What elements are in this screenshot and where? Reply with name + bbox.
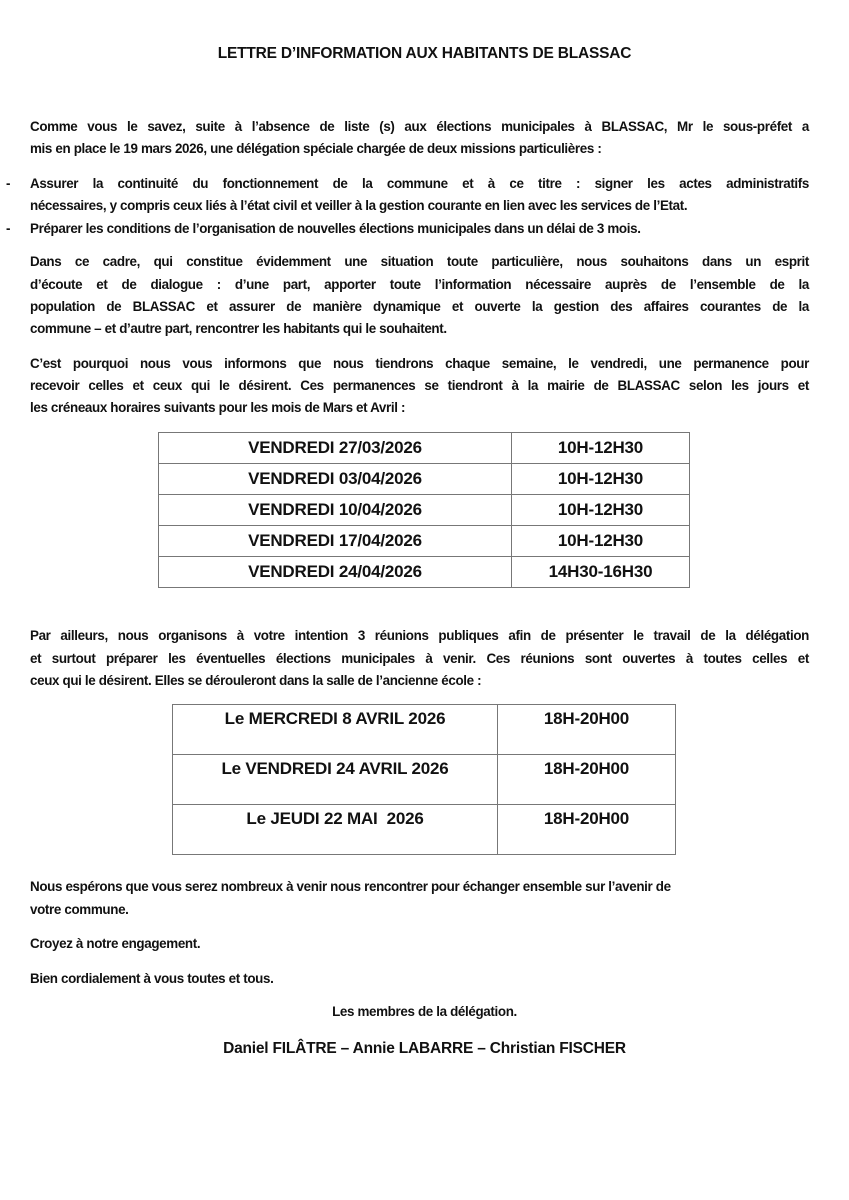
table-row: [173, 755, 676, 805]
mission-line: Préparer les conditions de l’organisation de nouvelles élections municipales dans un délai de 3 mois.: [30, 221, 641, 236]
meetings-intro-line: ceux qui le désirent. Elles se dérouleront dans la salle de l’ancienne école :: [30, 673, 482, 688]
context-line: Dans ce cadre, qui constitue évidemment une situation toute particulière, nous souhaitons dans un esprit: [30, 254, 809, 269]
letter-title: LETTRE D’INFORMATION AUX HABITANTS DE BLASSAC: [217, 45, 632, 62]
table-row: [159, 557, 690, 588]
context-line: d’écoute et de dialogue : d’une part, apporter toute l’information nécessaire auprès de l’ensemble de la: [30, 277, 809, 292]
context-line: commune – et d’autre part, rencontrer les habitants qui le souhaitent.: [30, 321, 447, 336]
meeting-day: Le VENDREDI 24 AVRIL 2026: [173, 755, 498, 805]
table-row: [173, 705, 676, 755]
bullet-marker: -: [6, 176, 11, 191]
intro-line: Comme vous le savez, suite à l’absence de liste (s) aux élections municipales à BLASSAC, Mr le sous-préfet a: [30, 119, 809, 134]
salutation-text: Bien cordialement à vous toutes et tous.: [30, 971, 274, 986]
table-row: [159, 495, 690, 526]
table-row: [159, 433, 690, 464]
permanence-hours: 10H-12H30: [512, 433, 690, 464]
meeting-hours: 18H-20H00: [498, 755, 676, 805]
meetings-table: [172, 704, 676, 855]
engagement-text: Croyez à notre engagement.: [30, 936, 201, 951]
meeting-day: Le MERCREDI 8 AVRIL 2026: [173, 705, 498, 755]
meeting-day: Le JEUDI 22 MAI 2026: [173, 805, 498, 855]
signature-intro: Les membres de la délégation.: [332, 1004, 517, 1019]
permanences-table: [158, 432, 690, 588]
signatories: Daniel FILÂTRE – Annie LABARRE – Christian FISCHER: [223, 1040, 626, 1057]
permanence-day: VENDREDI 24/04/2026: [159, 557, 512, 588]
permanences-intro-line: recevoir celles et ceux qui le désirent. Ces permanences se tiendront à la mairie de BLASSAC selon les jours et: [30, 378, 809, 393]
permanence-hours: 14H30-16H30: [512, 557, 690, 588]
permanence-hours: 10H-12H30: [512, 464, 690, 495]
permanence-day: VENDREDI 27/03/2026: [159, 433, 512, 464]
meeting-hours: 18H-20H00: [498, 805, 676, 855]
closing-line: votre commune.: [30, 902, 129, 917]
meetings-intro-line: Par ailleurs, nous organisons à votre intention 3 réunions publiques afin de présenter le travail de la délégation: [30, 628, 809, 643]
permanences-intro-line: C’est pourquoi nous vous informons que nous tiendrons chaque semaine, le vendredi, une permanence pour: [30, 356, 809, 371]
mission-line: Assurer la continuité du fonctionnement de la commune et à ce titre : signer les actes administratifs: [30, 176, 809, 191]
permanences-intro-line: les créneaux horaires suivants pour les mois de Mars et Avril :: [30, 400, 406, 415]
permanence-day: VENDREDI 17/04/2026: [159, 526, 512, 557]
permanence-hours: 10H-12H30: [512, 495, 690, 526]
mission-line: nécessaires, y compris ceux liés à l’état civil et veiller à la gestion courante en lien avec les services de l’Etat.: [30, 198, 688, 213]
permanence-day: VENDREDI 10/04/2026: [159, 495, 512, 526]
bullet-marker: -: [6, 221, 11, 236]
meetings-intro-line: et surtout préparer les éventuelles élections municipales à venir. Ces réunions sont ouvertes à toutes celles et: [30, 651, 809, 666]
permanence-hours: 10H-12H30: [512, 526, 690, 557]
table-row: [159, 526, 690, 557]
closing-line: Nous espérons que vous serez nombreux à venir nous rencontrer pour échanger ensemble sur l’avenir de: [30, 879, 671, 894]
context-line: population de BLASSAC et assurer de manière dynamique et ouverte la gestion des affaires courantes de la: [30, 299, 809, 314]
table-row: [173, 805, 676, 855]
table-row: [159, 464, 690, 495]
intro-line: mis en place le 19 mars 2026, une délégation spéciale chargée de deux missions particulières :: [30, 141, 602, 156]
meeting-hours: 18H-20H00: [498, 705, 676, 755]
permanence-day: VENDREDI 03/04/2026: [159, 464, 512, 495]
